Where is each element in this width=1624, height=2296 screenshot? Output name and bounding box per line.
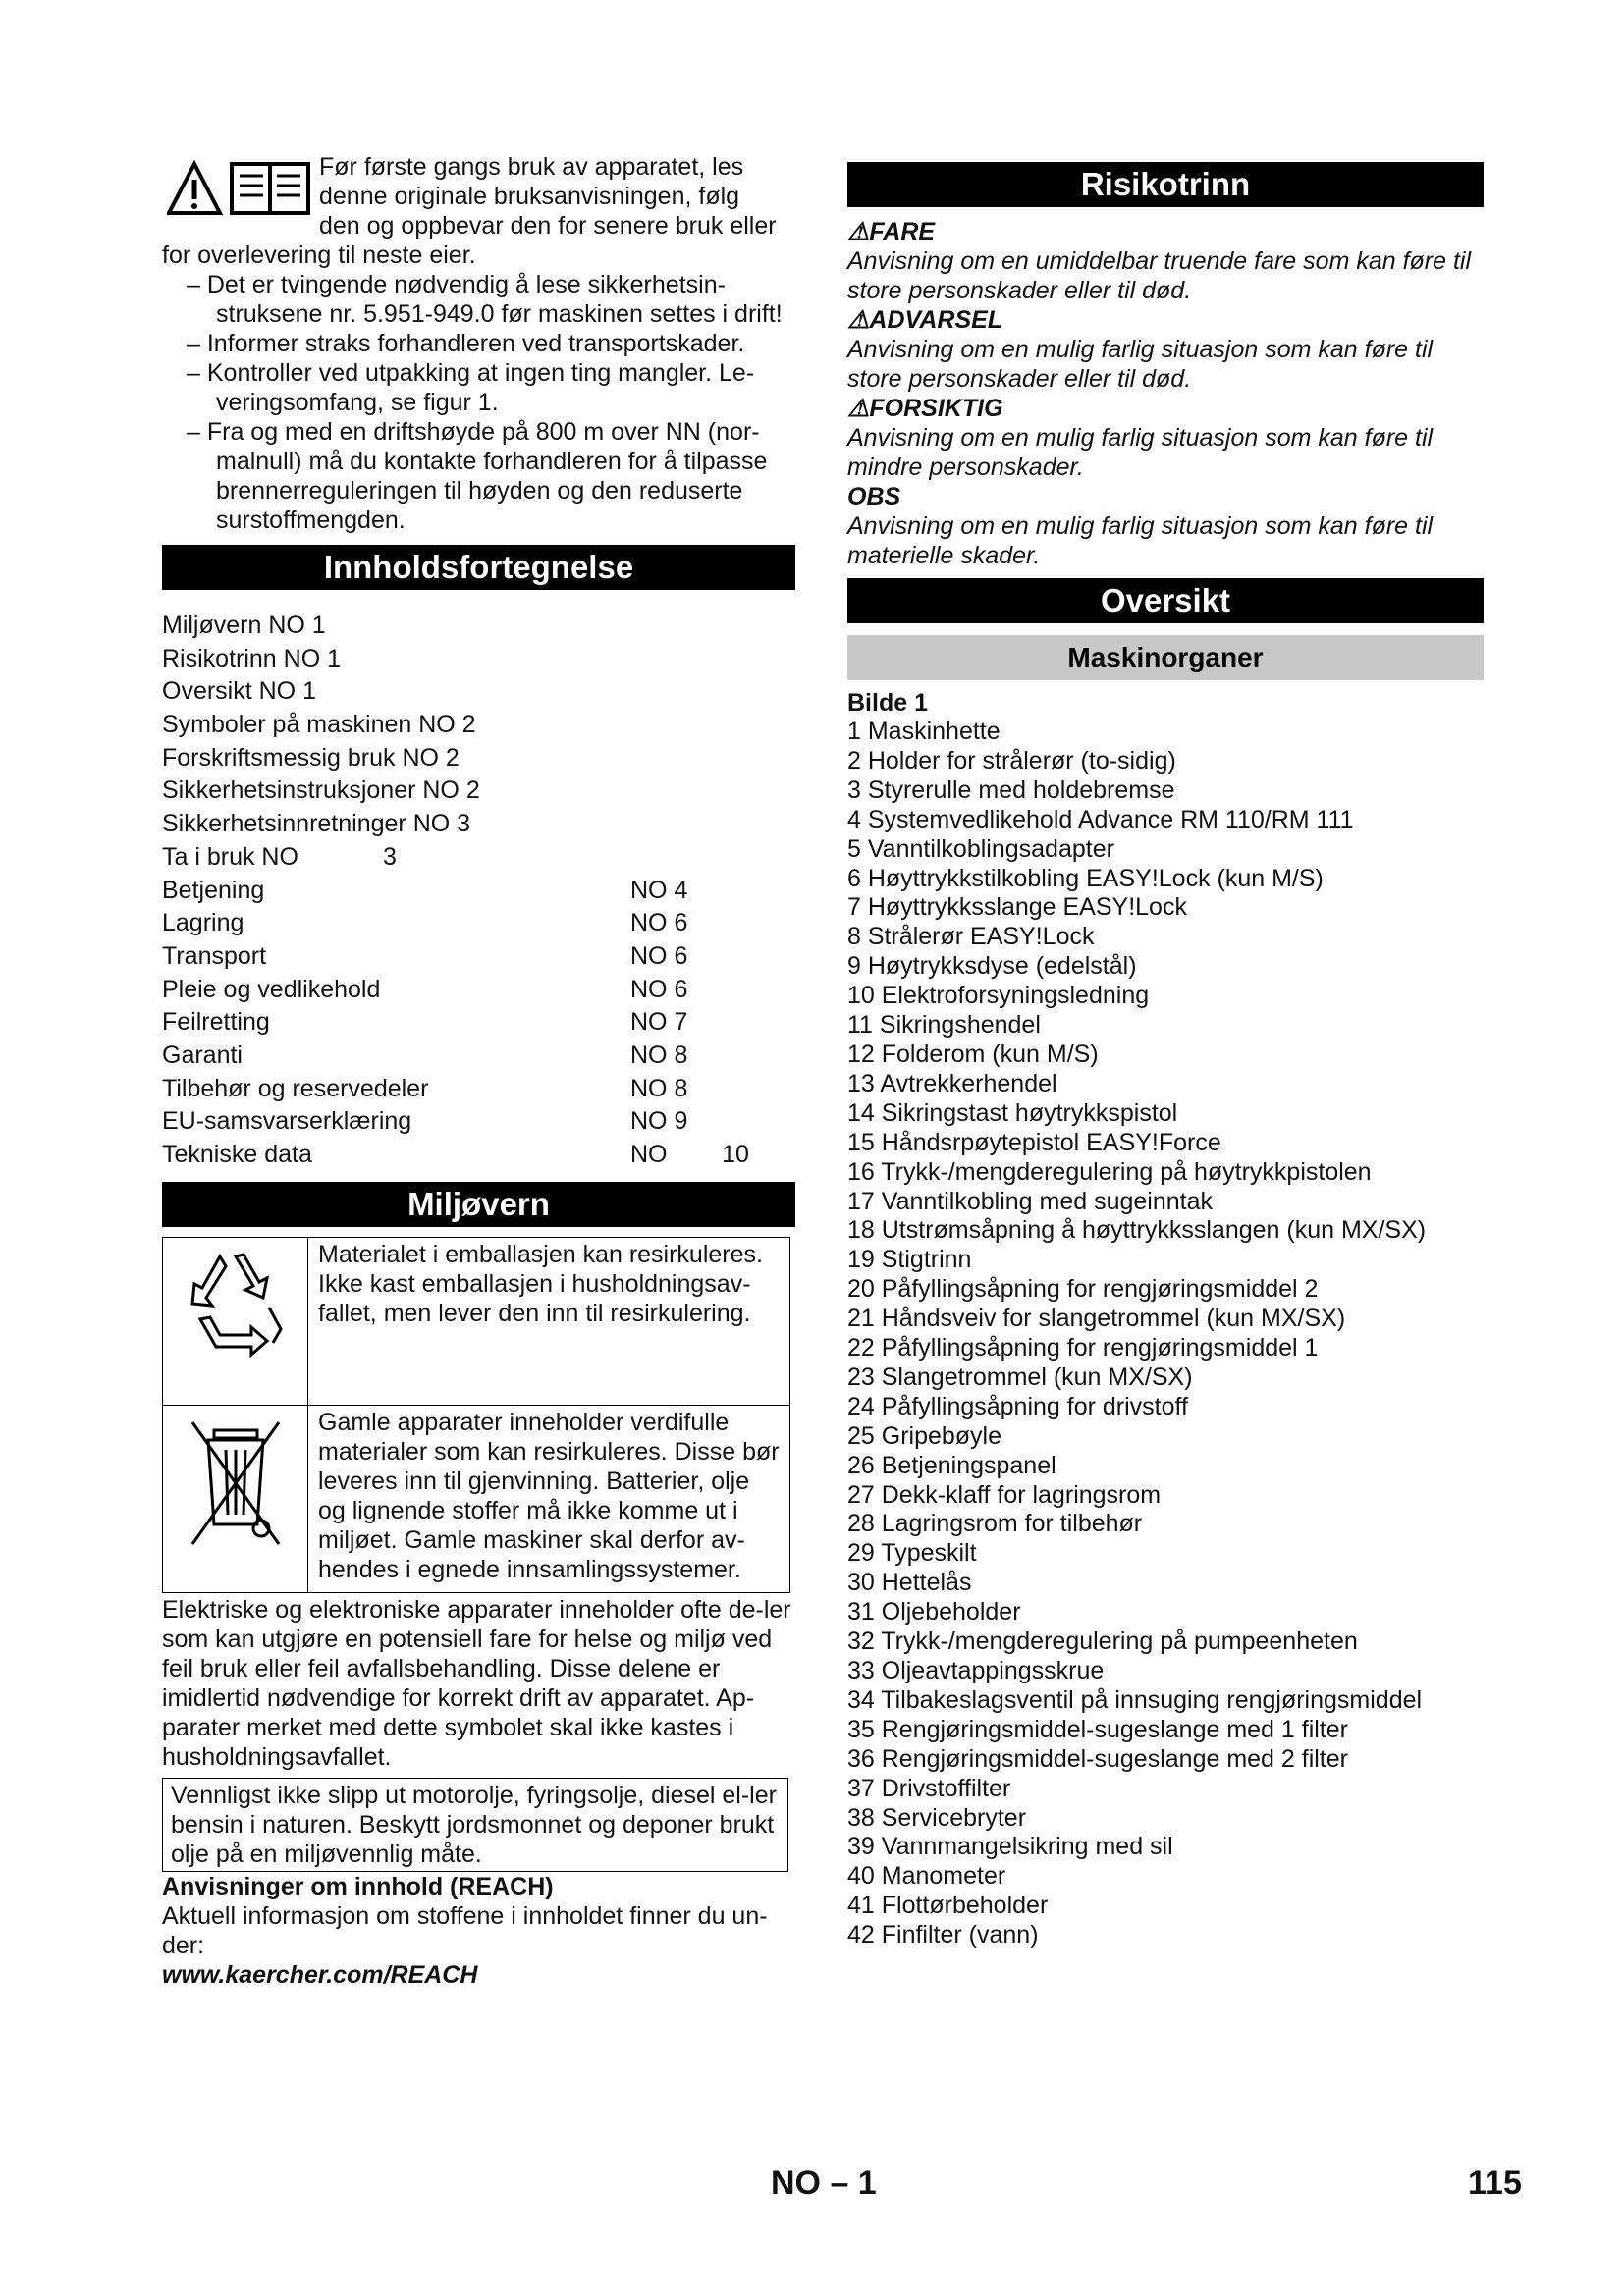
toc-row[interactable]: Transport NO 6 bbox=[162, 941, 688, 970]
intro-bullet: – Kontroller ved utpakking at ingen ting mangler. Le-veringsomfang, se figur 1. bbox=[162, 358, 795, 417]
part-item: 23 Slangetrommel (kun MX/SX) bbox=[847, 1362, 1193, 1391]
part-item: 21 Håndsveiv for slangetrommel (kun MX/SX) bbox=[847, 1305, 1346, 1333]
part-item: 30 Hettelås bbox=[847, 1569, 972, 1597]
part-item: 2 Holder for strålerør (to-sidig) bbox=[847, 746, 1176, 774]
risk-level bbox=[847, 482, 1484, 570]
page-code: NO – 1 bbox=[771, 2164, 877, 2202]
toc-row[interactable]: Risikotrinn NO 1 bbox=[162, 644, 341, 672]
part-item: 1 Maskinhette bbox=[847, 718, 1001, 745]
toc-list bbox=[162, 610, 795, 1172]
part-item: 14 Sikringstast høytrykkspistol bbox=[847, 1098, 1178, 1127]
toc-row[interactable]: Feilretting NO 7 bbox=[162, 1008, 688, 1037]
intro-bullets bbox=[162, 270, 795, 535]
part-item: 38 Servicebryter bbox=[847, 1803, 1027, 1832]
part-item: 4 Systemvedlikehold Advance RM 110/RM 111 bbox=[847, 805, 1354, 833]
risk-label-warning: ⚠ADVARSEL bbox=[847, 306, 1003, 334]
weee-text: Gamle apparater inneholder verdifulle materialer som kan resirkuleres. Disse bør leveres inn til gjenvinning. Batterier, olje og lignende stoffer må ikke komme ut i miljøet. Gamle maskiner skal derfor av-hendes i egnede innsamlingssystemer. bbox=[308, 1405, 790, 1592]
recycle-icon bbox=[177, 1239, 295, 1366]
part-item: 11 Sikringshendel bbox=[847, 1011, 1041, 1040]
part-item: 9 Høytrykksdyse (edelstål) bbox=[847, 952, 1137, 981]
reach-text: Aktuell informasjon om stoffene i innholdet finner du un-der: bbox=[162, 1901, 768, 1959]
part-item: 3 Styrerulle med holdebremse bbox=[847, 775, 1175, 804]
part-item: 31 Oljebeholder bbox=[847, 1598, 1021, 1627]
crossed-bin-icon bbox=[177, 1407, 295, 1554]
intro-bullet: – Informer straks forhandleren ved transportskader. bbox=[162, 329, 795, 358]
part-item: 5 Vanntilkoblingsadapter bbox=[847, 834, 1114, 863]
part-item: 34 Tilbakeslagsventil på innsuging rengjøringsmiddel bbox=[847, 1685, 1423, 1714]
part-item: 41 Flottørbeholder bbox=[847, 1892, 1049, 1920]
toc-row[interactable]: Forskriftsmessig bruk NO 2 bbox=[162, 743, 460, 772]
toc-row[interactable]: Sikkerhetsinnretninger NO 3 bbox=[162, 810, 471, 838]
reach-heading: Anvisninger om innhold (REACH) bbox=[162, 1872, 554, 1900]
intro-line-4: for overlevering til neste eier. bbox=[162, 241, 476, 269]
part-item: 22 Påfyllingsåpning for rengjøringsmiddel 1 bbox=[847, 1334, 1319, 1362]
left-column bbox=[162, 152, 795, 1990]
part-item: 36 Rengjøringsmiddel-sugeslange med 2 filter bbox=[847, 1744, 1348, 1773]
toc-row[interactable]: Ta i bruk NO 3 bbox=[162, 842, 397, 871]
risk-text: Anvisning om en umiddelbar truende fare som kan føre til store personskader eller til død. bbox=[847, 247, 1472, 304]
parts-list bbox=[847, 718, 1484, 1950]
toc-row[interactable]: Sikkerhetsinstruksjoner NO 2 bbox=[162, 776, 480, 805]
env-icon-cell bbox=[163, 1237, 308, 1405]
figure-label: Bilde 1 bbox=[847, 689, 928, 717]
page-number: 115 bbox=[1468, 2164, 1522, 2202]
part-item: 6 Høyttrykkstilkobling EASY!Lock (kun M/S) bbox=[847, 864, 1324, 892]
overview-heading: Oversikt bbox=[847, 578, 1484, 623]
intro-bullet: – Fra og med en driftshøyde på 800 m over NN (nor-malnull) må du kontakte forhandleren for å tilpasse brennerreguleringen til høyden og den reduserte surstoffmengden. bbox=[162, 417, 795, 535]
intro-line-1: Før første gangs bruk av apparatet, les bbox=[319, 153, 744, 181]
risk-label-notice: OBS bbox=[847, 483, 901, 510]
part-item: 25 Gripebøyle bbox=[847, 1421, 1002, 1450]
oil-note-box: Vennligst ikke slipp ut motorolje, fyringsolje, diesel el-ler bensin i naturen. Beskytt jordsmonnet og deponer brukt olje på en miljøvennlig måte. bbox=[162, 1778, 788, 1872]
env-icon-cell bbox=[163, 1405, 308, 1592]
part-item: 19 Stigtrinn bbox=[847, 1246, 972, 1274]
risk-text: Anvisning om en mulig farlig situasjon som kan føre til store personskader eller til død. bbox=[847, 336, 1434, 393]
part-item: 17 Vanntilkobling med sugeinntak bbox=[847, 1187, 1214, 1215]
toc-row[interactable]: EU-samsvarserklæring NO 9 bbox=[162, 1107, 688, 1136]
part-item: 7 Høyttrykksslange EASY!Lock bbox=[847, 893, 1187, 922]
part-item: 26 Betjeningspanel bbox=[847, 1451, 1056, 1479]
risk-level bbox=[847, 394, 1484, 482]
toc-row[interactable]: Betjening NO 4 bbox=[162, 876, 688, 904]
read-manual-warning-icon bbox=[167, 160, 312, 217]
part-item: 15 Håndsrpøytepistol EASY!Force bbox=[847, 1128, 1221, 1156]
reach-link[interactable]: www.kaercher.com/REACH bbox=[162, 1960, 478, 1989]
part-item: 40 Manometer bbox=[847, 1862, 1006, 1891]
right-column bbox=[847, 162, 1484, 1950]
toc-row[interactable]: Tekniske data NO 10 bbox=[162, 1141, 749, 1168]
part-item: 32 Trykk-/mengderegulering på pumpeenheten bbox=[847, 1628, 1358, 1656]
risk-label-caution: ⚠FORSIKTIG bbox=[847, 395, 1003, 422]
recycle-text: Materialet i emballasjen kan resirkuleres. Ikke kast emballasjen i husholdningsav-fallet, men lever den inn til resirkulering. bbox=[308, 1237, 790, 1405]
part-item: 29 Typeskilt bbox=[847, 1539, 977, 1568]
part-item: 18 Utstrømsåpning å høyttrykksslangen (kun MX/SX) bbox=[847, 1216, 1427, 1245]
electronics-text: Elektriske og elektroniske apparater inneholder ofte de-ler som kan utgjøre en potensiell fare for helse og miljø ved feil bruk eller feil avfallsbehandling. Disse delene er imidlertid nødvendige for korrekt drift av apparatet. Ap-parater merket med dette symbolet skal ikke kastes i husholdningsavfallet. bbox=[162, 1595, 791, 1771]
intro-block bbox=[162, 152, 795, 240]
toc-row[interactable]: Pleie og vedlikehold NO 6 bbox=[162, 975, 688, 1003]
part-item: 8 Strålerør EASY!Lock bbox=[847, 923, 1095, 951]
toc-row[interactable]: Garanti NO 8 bbox=[162, 1041, 688, 1069]
part-item: 28 Lagringsrom for tilbehør bbox=[847, 1510, 1143, 1538]
intro-bullet: – Det er tvingende nødvendig å lese sikkerhetsin-struksene nr. 5.951-949.0 før maskinen settes i drift! bbox=[162, 270, 795, 329]
part-item: 39 Vannmangelsikring med sil bbox=[847, 1833, 1173, 1861]
toc-row[interactable]: Miljøvern NO 1 bbox=[162, 612, 326, 639]
risk-level bbox=[847, 217, 1484, 305]
part-item: 42 Finfilter (vann) bbox=[847, 1921, 1039, 1949]
machine-parts-heading: Maskinorganer bbox=[847, 635, 1484, 680]
part-item: 27 Dekk-klaff for lagringsrom bbox=[847, 1480, 1162, 1509]
toc-row[interactable]: Symboler på maskinen NO 2 bbox=[162, 711, 476, 739]
part-item: 35 Rengjøringsmiddel-sugeslange med 1 filter bbox=[847, 1715, 1348, 1743]
toc-row[interactable]: Oversikt NO 1 bbox=[162, 677, 316, 706]
risk-text: Anvisning om en mulig farlig situasjon som kan føre til mindre personskader. bbox=[847, 424, 1434, 481]
intro-line-2: denne originale bruksanvisningen, følg bbox=[319, 183, 740, 210]
risk-level bbox=[847, 305, 1484, 394]
part-item: 16 Trykk-/mengderegulering på høytrykkpistolen bbox=[847, 1157, 1372, 1186]
part-item: 13 Avtrekkerhendel bbox=[847, 1069, 1057, 1097]
part-item: 10 Elektroforsyningsledning bbox=[847, 982, 1150, 1010]
part-item: 33 Oljeavtappingsskrue bbox=[847, 1657, 1105, 1684]
env-heading: Miljøvern bbox=[162, 1182, 795, 1227]
toc-heading: Innholdsfortegnelse bbox=[162, 545, 795, 590]
part-item: 12 Folderom (kun M/S) bbox=[847, 1040, 1099, 1068]
part-item: 24 Påfyllingsåpning for drivstoff bbox=[847, 1392, 1188, 1420]
part-item: 20 Påfyllingsåpning for rengjøringsmiddel 2 bbox=[847, 1275, 1319, 1304]
risk-heading: Risikotrinn bbox=[847, 162, 1484, 207]
intro-line-3: den og oppbevar den for senere bruk eller bbox=[319, 212, 777, 240]
env-table bbox=[162, 1237, 790, 1593]
risk-label-danger: ⚠FARE bbox=[847, 218, 936, 245]
part-item: 37 Drivstoffilter bbox=[847, 1774, 1011, 1802]
toc-row[interactable]: Tilbehør og reservedeler NO 8 bbox=[162, 1074, 688, 1102]
toc-row[interactable]: Lagring NO 6 bbox=[162, 909, 688, 937]
risk-text: Anvisning om en mulig farlig situasjon som kan føre til materielle skader. bbox=[847, 512, 1434, 569]
